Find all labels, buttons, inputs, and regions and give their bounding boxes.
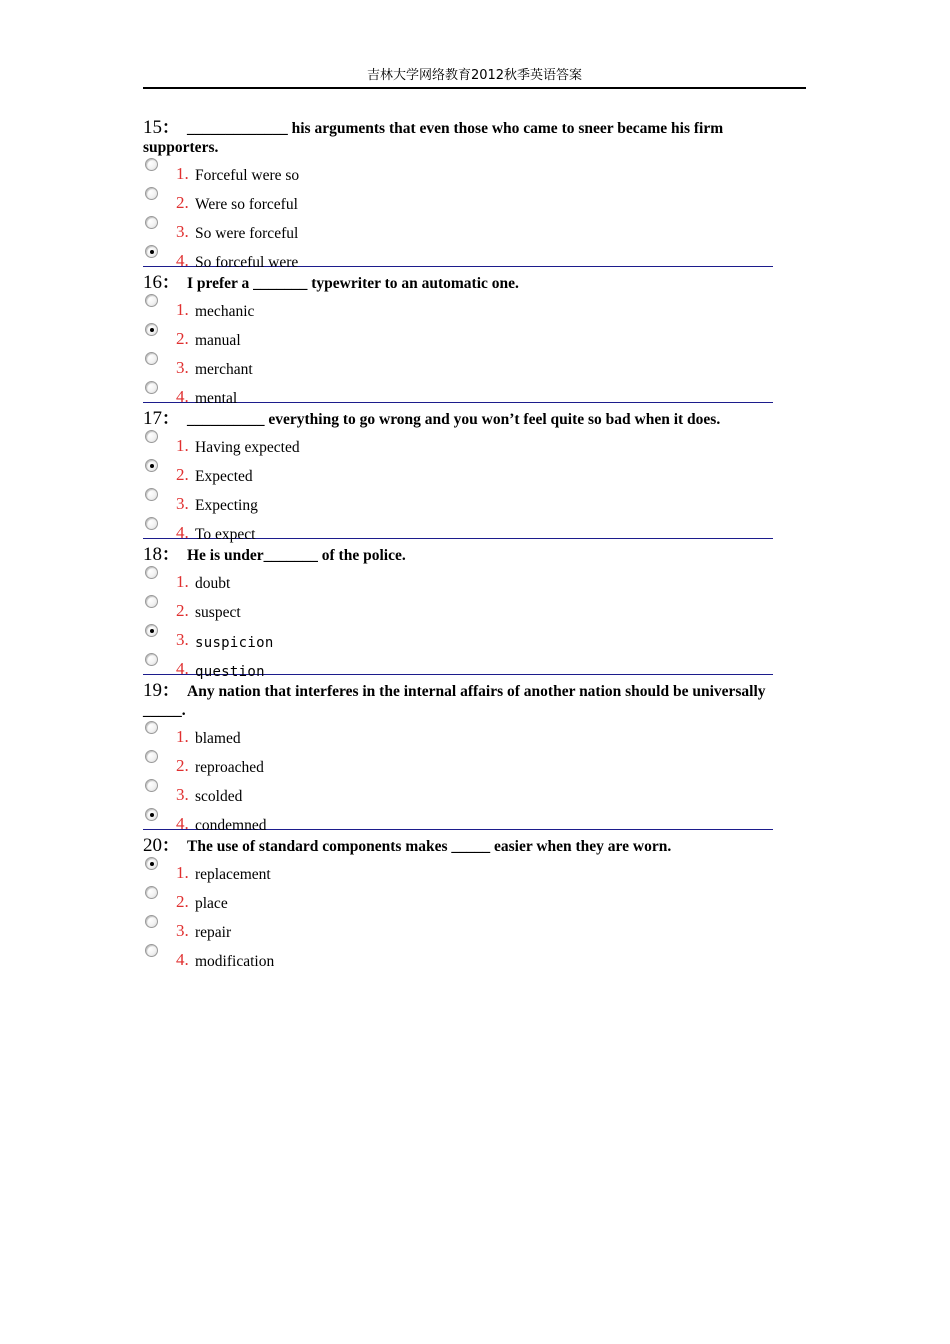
radio-dot-icon: [150, 250, 154, 254]
option-number: 2.: [176, 892, 189, 911]
radio-selected-icon[interactable]: [145, 857, 158, 870]
answer-option[interactable]: [143, 807, 773, 834]
option-number: 3.: [176, 921, 189, 940]
answer-option[interactable]: [143, 856, 773, 885]
question-number: 16: [143, 272, 162, 293]
question-stem: [143, 545, 773, 565]
radio-unselected-icon[interactable]: [145, 566, 158, 579]
radio-unselected-icon[interactable]: [145, 750, 158, 763]
question-text: _____________ his arguments that even those who came to sneer became his firm supporters.: [143, 120, 724, 156]
radio-unselected-icon[interactable]: [145, 944, 158, 957]
question-text: Any nation that interferes in the internal affairs of another nation should be universally _____.: [143, 683, 766, 719]
option-number: 3.: [176, 222, 189, 241]
question-text: I prefer a _______ typewriter to an automatic one.: [187, 275, 519, 292]
radio-unselected-icon[interactable]: [145, 488, 158, 501]
option-number: 4.: [176, 659, 189, 678]
answer-option[interactable]: [143, 623, 773, 652]
option-number: 4.: [176, 950, 189, 969]
radio-unselected-icon[interactable]: [145, 517, 158, 530]
answer-option[interactable]: [143, 429, 773, 458]
radio-selected-icon[interactable]: [145, 624, 158, 637]
question-text: He is under_______ of the police.: [187, 547, 406, 564]
option-label: manual: [195, 332, 241, 349]
question-stem: [143, 836, 773, 856]
option-label: condemned: [195, 817, 267, 834]
option-number: 3.: [176, 785, 189, 804]
option-label: place: [195, 895, 228, 912]
radio-unselected-icon[interactable]: [145, 721, 158, 734]
answer-option[interactable]: [143, 652, 773, 680]
option-label: repair: [195, 924, 232, 941]
question-separator: ：: [162, 409, 179, 428]
option-number: 3.: [176, 358, 189, 377]
radio-unselected-icon[interactable]: [145, 430, 158, 443]
option-label: Having expected: [195, 439, 300, 456]
option-label: merchant: [195, 361, 253, 378]
option-label: So were forceful: [195, 225, 299, 242]
option-label: Expecting: [195, 497, 258, 514]
option-number: 3.: [176, 630, 189, 649]
question-separator: ：: [162, 545, 179, 564]
option-label: suspicion: [195, 635, 274, 651]
question-text: __________ everything to go wrong and you won’t feel quite so bad when it does.: [187, 411, 721, 428]
option-number: 1.: [176, 572, 189, 591]
question-18: [143, 544, 773, 680]
option-label: doubt: [195, 575, 231, 592]
option-number: 2.: [176, 601, 189, 620]
radio-dot-icon: [150, 464, 154, 468]
question-15: [143, 117, 773, 271]
answer-option[interactable]: [143, 778, 773, 807]
radio-selected-icon[interactable]: [145, 808, 158, 821]
radio-unselected-icon[interactable]: [145, 381, 158, 394]
radio-unselected-icon[interactable]: [145, 352, 158, 365]
answer-option[interactable]: [143, 380, 773, 407]
radio-unselected-icon[interactable]: [145, 779, 158, 792]
option-number: 1.: [176, 727, 189, 746]
question-number: 17: [143, 408, 162, 429]
radio-unselected-icon[interactable]: [145, 886, 158, 899]
option-label: Were so forceful: [195, 196, 298, 213]
option-number: 4.: [176, 387, 189, 406]
option-number: 2.: [176, 465, 189, 484]
option-number: 1.: [176, 863, 189, 882]
option-label: scolded: [195, 788, 243, 805]
option-number: 1.: [176, 164, 189, 183]
option-label: reproached: [195, 759, 264, 776]
answer-option[interactable]: [143, 293, 773, 322]
answer-option[interactable]: [143, 914, 773, 943]
answer-option[interactable]: [143, 322, 773, 351]
radio-unselected-icon[interactable]: [145, 187, 158, 200]
answer-option[interactable]: [143, 516, 773, 543]
radio-unselected-icon[interactable]: [145, 595, 158, 608]
radio-selected-icon[interactable]: [145, 323, 158, 336]
question-separator: ：: [162, 836, 179, 855]
option-number: 2.: [176, 193, 189, 212]
option-label: To expect: [195, 526, 256, 543]
answer-option[interactable]: [143, 565, 773, 594]
option-label: mental: [195, 390, 238, 407]
option-number: 3.: [176, 494, 189, 513]
radio-unselected-icon[interactable]: [145, 653, 158, 666]
question-number: 20: [143, 835, 162, 856]
option-label: So forceful were: [195, 254, 299, 271]
question-17: [143, 408, 773, 543]
radio-selected-icon[interactable]: [145, 245, 158, 258]
radio-dot-icon: [150, 328, 154, 332]
question-list: [143, 117, 773, 970]
option-number: 2.: [176, 756, 189, 775]
page-title: 吉林大学网络教育2012秋季英语答案: [366, 68, 583, 83]
option-label: modification: [195, 953, 275, 970]
option-label: mechanic: [195, 303, 255, 320]
answer-option[interactable]: [143, 487, 773, 516]
question-16: [143, 272, 773, 407]
answer-option[interactable]: [143, 749, 773, 778]
radio-unselected-icon[interactable]: [145, 158, 158, 171]
question-20: [143, 835, 773, 970]
option-number: 4.: [176, 814, 189, 833]
radio-unselected-icon[interactable]: [145, 294, 158, 307]
answer-option[interactable]: [143, 244, 773, 271]
question-stem: [143, 273, 773, 293]
question-19: [143, 680, 773, 834]
question-stem: [143, 118, 773, 157]
answer-option[interactable]: [143, 186, 773, 215]
radio-dot-icon: [150, 813, 154, 817]
option-label: question: [195, 664, 265, 680]
option-number: 4.: [176, 251, 189, 270]
option-label: suspect: [195, 604, 241, 621]
option-number: 4.: [176, 523, 189, 542]
question-number: 18: [143, 544, 162, 565]
question-separator: ：: [162, 273, 179, 292]
page-header: [143, 66, 806, 89]
answer-option[interactable]: [143, 351, 773, 380]
option-number: 1.: [176, 300, 189, 319]
answer-option[interactable]: [143, 720, 773, 749]
radio-unselected-icon[interactable]: [145, 216, 158, 229]
answer-option[interactable]: [143, 943, 773, 970]
option-label: replacement: [195, 866, 271, 883]
answer-option[interactable]: [143, 594, 773, 623]
radio-dot-icon: [150, 862, 154, 866]
question-separator: ：: [162, 118, 179, 137]
radio-dot-icon: [150, 629, 154, 633]
answer-option[interactable]: [143, 215, 773, 244]
question-text: The use of standard components makes _____ easier when they are worn.: [187, 838, 672, 855]
option-number: 2.: [176, 329, 189, 348]
answer-option[interactable]: [143, 885, 773, 914]
option-label: Forceful were so: [195, 167, 300, 184]
question-stem: [143, 681, 773, 720]
option-number: 1.: [176, 436, 189, 455]
question-number: 15: [143, 117, 162, 138]
option-label: blamed: [195, 730, 241, 747]
question-stem: [143, 409, 773, 429]
question-separator: ：: [162, 681, 179, 700]
radio-unselected-icon[interactable]: [145, 915, 158, 928]
question-number: 19: [143, 680, 162, 701]
answer-option[interactable]: [143, 458, 773, 487]
option-label: Expected: [195, 468, 253, 485]
answer-option[interactable]: [143, 157, 773, 186]
radio-selected-icon[interactable]: [145, 459, 158, 472]
